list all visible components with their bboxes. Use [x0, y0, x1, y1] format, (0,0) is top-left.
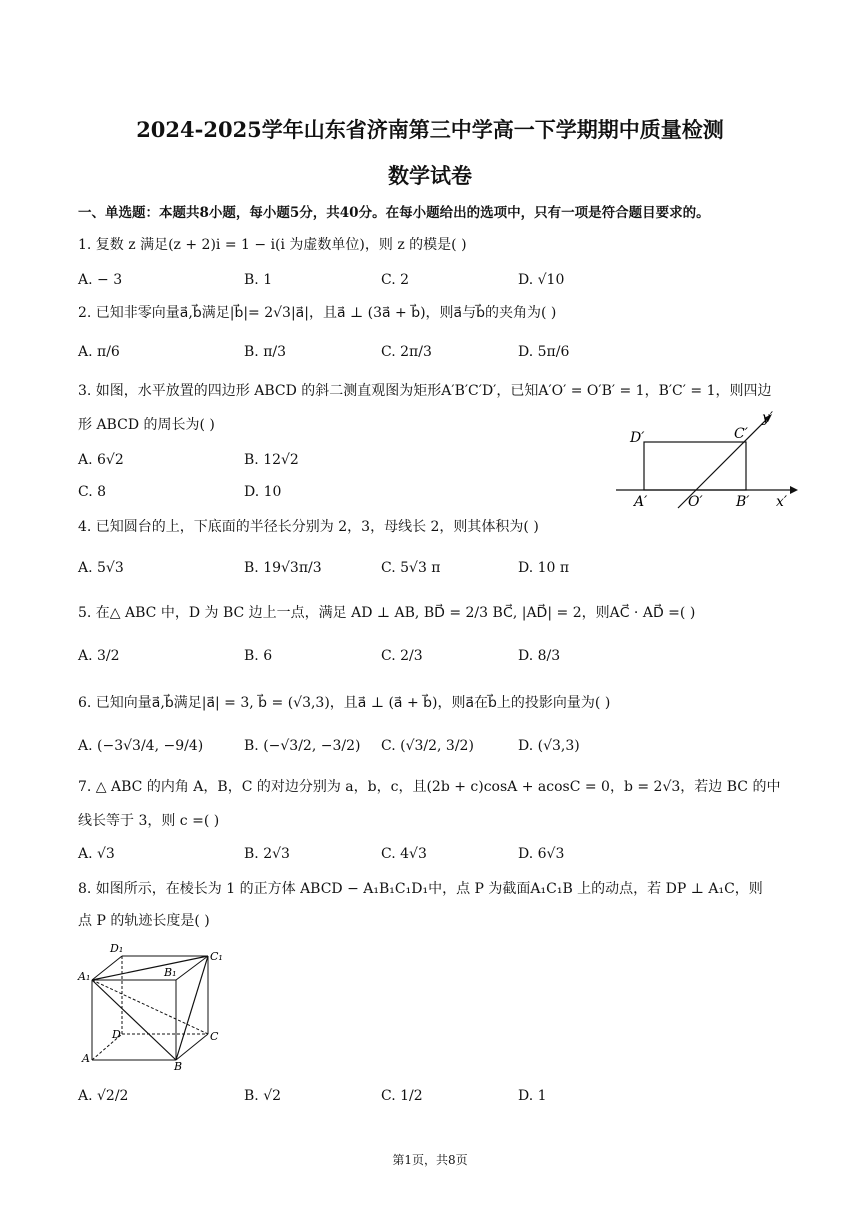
question-1-stem: 1. 复数 z 满足(z + 2)i = 1 − i(i 为虚数单位)，则 z 的模是( )	[78, 237, 467, 253]
label-a1: A₁	[78, 970, 91, 983]
question-5-option-a: A. 3/2	[78, 648, 120, 664]
question-7-option-a: A. √3	[78, 846, 115, 862]
section-heading: 一、单选题：本题共8小题，每小题5分，共40分。在每小题给出的选项中，只有一项是符合题目要求的。	[78, 205, 710, 221]
question-7-stem-line1: 7. △ ABC 的内角 A，B，C 的对边分别为 a，b，c，且(2b + c)cosA + acosC = 0，b = 2√3，若边 BC 的中	[78, 779, 781, 795]
label-c1: C₁	[210, 950, 223, 963]
label-y-prime: y′	[762, 410, 774, 426]
question-3-option-c: C. 8	[78, 484, 107, 500]
exam-title: 2024-2025学年山东省济南第三中学高一下学期期中质量检测	[136, 117, 724, 142]
question-6-option-a: A. (−3√3/4, −9/4)	[78, 738, 204, 754]
question-3-figure	[612, 404, 798, 514]
question-6-stem: 6. 已知向量a⃗,b⃗满足|a⃗| = 3, b⃗ = (√3,3)，且a⃗ ⊥ (a⃗ + b⃗)，则a⃗在b⃗上的投影向量为( )	[78, 695, 611, 711]
label-b1: B₁	[164, 966, 177, 979]
label-a: A	[82, 1052, 90, 1065]
label-d: D	[112, 1028, 121, 1041]
question-1-option-c: C. 2	[381, 272, 410, 288]
question-5-stem: 5. 在△ ABC 中，D 为 BC 边上一点，满足 AD ⊥ AB, BD⃗ = 2/3 BC⃗, |AD⃗| = 2，则AC⃗ · AD⃗ =( )	[78, 605, 696, 621]
question-3-stem-line2: 形 ABCD 的周长为( )	[78, 417, 215, 433]
question-4-stem: 4. 已知圆台的上，下底面的半径长分别为 2，3，母线长 2，则其体积为( )	[78, 519, 539, 535]
label-b-prime: B′	[736, 494, 750, 510]
question-8-option-c: C. 1/2	[381, 1088, 423, 1104]
question-7-option-c: C. 4√3	[381, 846, 427, 862]
label-x-prime: x′	[776, 494, 788, 510]
question-1-option-a: A. − 3	[78, 272, 123, 288]
label-a-prime: A′	[634, 494, 648, 510]
question-8-option-d: D. 1	[518, 1088, 547, 1104]
label-o-prime: O′	[688, 494, 703, 510]
question-8-option-b: B. √2	[244, 1088, 282, 1104]
question-6-option-b: B. (−√3/2, −3/2)	[244, 738, 361, 754]
question-8-stem-line1: 8. 如图所示，在棱长为 1 的正方体 ABCD − A₁B₁C₁D₁中，点 P 为截面A₁C₁B 上的动点，若 DP ⊥ A₁C，则	[78, 881, 763, 897]
question-4-option-c: C. 5√3 π	[381, 560, 441, 576]
question-7-stem-line2: 线长等于 3，则 c =( )	[78, 813, 220, 829]
label-d1: D₁	[110, 942, 124, 955]
question-5-option-c: C. 2/3	[381, 648, 423, 664]
page-footer: 第1页，共8页	[392, 1153, 468, 1167]
question-4-option-b: B. 19√3π/3	[244, 560, 322, 576]
question-8-stem-line2: 点 P 的轨迹长度是( )	[78, 913, 210, 929]
question-2-stem: 2. 已知非零向量a⃗,b⃗满足|b⃗|= 2√3|a⃗|，且a⃗ ⊥ (3a⃗ + b⃗)，则a⃗与b⃗的夹角为( )	[78, 305, 557, 321]
question-6-option-d: D. (√3,3)	[518, 738, 580, 754]
question-7-option-d: D. 6√3	[518, 846, 565, 862]
question-4-option-a: A. 5√3	[78, 560, 124, 576]
question-1-option-b: B. 1	[244, 272, 273, 288]
rectangle-abcd	[644, 442, 746, 490]
question-3-option-b: B. 12√2	[244, 452, 299, 468]
question-6-option-c: C. (√3/2, 3/2)	[381, 738, 474, 754]
x-axis-arrow	[790, 486, 798, 494]
question-1-option-d: D. √10	[518, 272, 565, 288]
question-2-option-a: A. π/6	[78, 344, 120, 360]
exam-subtitle: 数学试卷	[388, 163, 472, 188]
question-2-option-d: D. 5π/6	[518, 344, 570, 360]
question-8-option-a: A. √2/2	[78, 1088, 129, 1104]
question-2-option-b: B. π/3	[244, 344, 287, 360]
question-7-option-b: B. 2√3	[244, 846, 290, 862]
question-3-option-d: D. 10	[244, 484, 282, 500]
question-2-option-c: C. 2π/3	[381, 344, 432, 360]
question-4-option-d: D. 10 π	[518, 560, 570, 576]
label-c: C	[210, 1030, 219, 1043]
question-8-cube-figure	[76, 938, 226, 1070]
question-3-option-a: A. 6√2	[78, 452, 124, 468]
label-d-prime: D′	[630, 430, 645, 446]
label-b: B	[174, 1060, 183, 1070]
question-3-stem-line1: 3. 如图，水平放置的四边形 ABCD 的斜二测直观图为矩形A′B′C′D′，已知A′O′ = O′B′ = 1，B′C′ = 1，则四边	[78, 383, 772, 399]
label-c-prime: C′	[734, 426, 748, 442]
question-5-option-d: D. 8/3	[518, 648, 561, 664]
question-5-option-b: B. 6	[244, 648, 273, 664]
